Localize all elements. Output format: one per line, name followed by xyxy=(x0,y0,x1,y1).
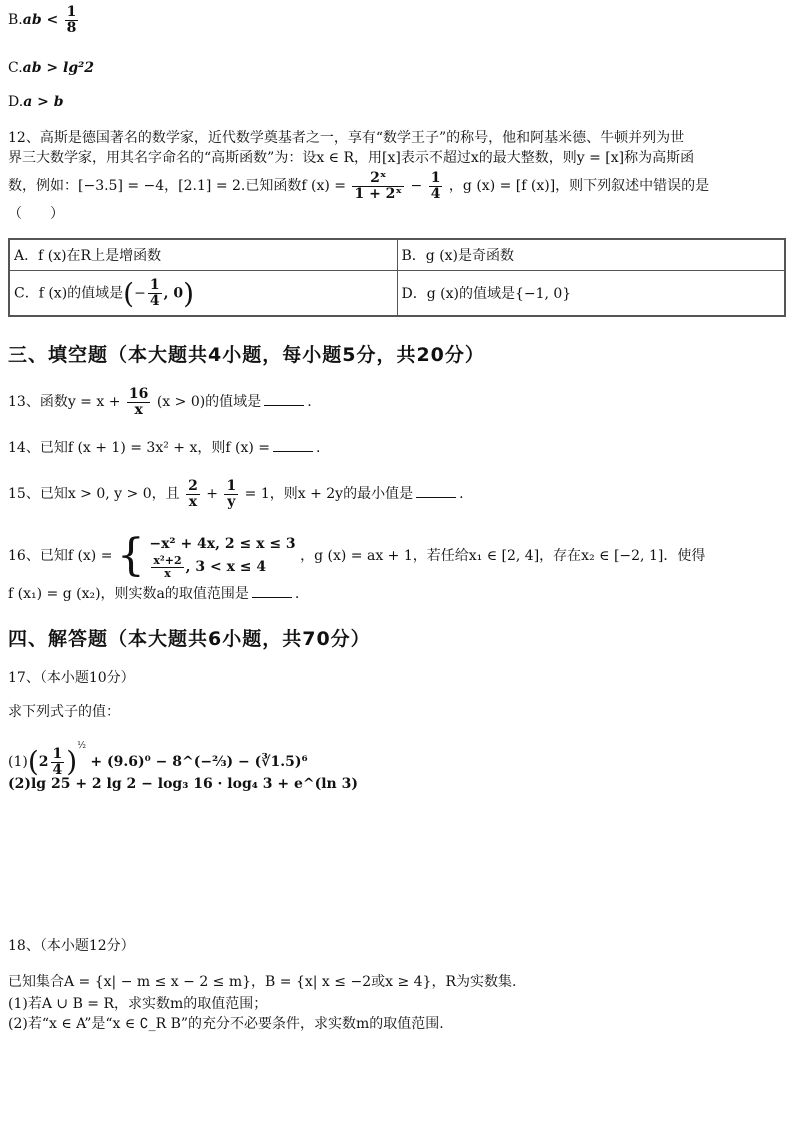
frac-num: 1 xyxy=(52,745,63,762)
fraction xyxy=(65,5,79,35)
answer-blank[interactable] xyxy=(416,485,456,498)
q11-option-d xyxy=(8,92,64,112)
q11-option-b xyxy=(8,4,80,36)
piecewise-cases xyxy=(149,533,295,579)
q17-part-2 xyxy=(8,774,358,794)
period: . xyxy=(294,586,300,602)
q15-text: 15、已知x > 0, y > 0，且 xyxy=(8,486,180,502)
option-expr: ab < xyxy=(22,12,59,28)
frac-num: 1 xyxy=(149,276,160,293)
option-label: B. xyxy=(8,12,23,28)
q12-option-c xyxy=(9,271,397,317)
period: . xyxy=(316,440,321,456)
q17-header: 17、（本小题10分） xyxy=(8,670,135,686)
period: . xyxy=(459,486,464,502)
q16-text: 16、已知f (x) = xyxy=(8,548,113,564)
frac-num: 16 xyxy=(128,385,149,402)
frac-den: x xyxy=(188,493,198,510)
fraction xyxy=(51,747,65,777)
option-text: C．f (x)的值域是 xyxy=(14,285,124,301)
frac-num: 1 xyxy=(430,169,441,186)
q12-option-b: B．g (x)是奇函数 xyxy=(397,239,785,271)
option-text: , 0 xyxy=(163,285,184,301)
fraction xyxy=(127,387,150,417)
period: . xyxy=(307,394,312,410)
q18-line-1: 已知集合A = {x| − m ≤ x − 2 ≤ m}，B = {x| x ≤ −2或x ≥ 4}，R为实数集. xyxy=(8,974,517,990)
fraction xyxy=(224,479,238,509)
q16-text: f (x₁) = g (x₂)，则实数a的取值范围是 xyxy=(8,586,249,602)
option-expr: ab > lg²2 xyxy=(22,60,94,76)
expression-rest: + (9.6)⁰ − 8^(−⅔) − (∛1.5)⁶ xyxy=(90,754,308,770)
minus-sign: − xyxy=(134,285,146,301)
section-title-fill-in: 三、填空题（本大题共4小题，每小题5分，共20分） xyxy=(8,344,485,366)
q17-part-1 xyxy=(8,724,308,778)
fraction xyxy=(186,479,200,509)
frac-den: 4 xyxy=(52,761,63,778)
q12-text: 数，例如：[−3.5] = −4，[2.1] = 2.已知函数f (x) = xyxy=(8,178,346,194)
q17-intro: 求下列式子的值： xyxy=(8,704,120,720)
q12-line-4: （ ） xyxy=(8,206,64,222)
minus-sign: − xyxy=(410,178,423,194)
frac-num: 1 xyxy=(226,477,237,494)
q18-line-2: (1)若A ∪ B = R，求实数m的取值范围； xyxy=(8,996,268,1012)
q11-option-c xyxy=(8,58,94,78)
exponent: ½ xyxy=(77,741,86,751)
q12-option-a: A．f (x)在R上是增函数 xyxy=(9,239,397,271)
q15-text: = 1，则x + 2y的最小值是 xyxy=(244,486,414,502)
frac-num: 2ˣ xyxy=(352,171,404,187)
frac-den: x xyxy=(164,566,171,580)
q16-line-1 xyxy=(8,530,705,582)
q13 xyxy=(8,382,312,422)
q14 xyxy=(8,438,320,458)
frac-den: 4 xyxy=(149,292,160,309)
q14-text: 14、已知f (x + 1) = 3x² + x，则f (x) = xyxy=(8,440,271,456)
frac-den: y xyxy=(227,493,236,510)
case-2 xyxy=(149,555,295,579)
frac-den: x xyxy=(134,401,143,418)
q16-line-2 xyxy=(8,584,299,604)
section-title-solutions: 四、解答题（本大题共6小题，共70分） xyxy=(8,628,371,650)
option-expr: a > b xyxy=(23,94,64,110)
q12-line-2: 界三大数学家，用其名字命名的“高斯函数”为：设x ∈ R，用[x]表示不超过x的最大整数，则y = [x]称为高斯函 xyxy=(8,150,695,166)
expression: (2)lg 25 + 2 lg 2 − log₃ 16 · log₄ 3 + e^(ln 3) xyxy=(8,776,358,792)
q15 xyxy=(8,474,464,514)
mixed-int: 2 xyxy=(38,754,49,770)
option-label: C. xyxy=(8,60,23,76)
left-brace: { xyxy=(116,530,145,581)
answer-blank[interactable] xyxy=(264,393,304,406)
fraction xyxy=(151,555,183,579)
q12-option-d: D．g (x)的值域是{−1, 0} xyxy=(397,271,785,317)
q16-text: ，g (x) = ax + 1，若任给x₁ ∈ [2, 4]，存在x₂ ∈ [−2, 1]．使得 xyxy=(300,548,706,564)
q13-text: (x > 0)的值域是 xyxy=(156,394,262,410)
left-paren: ( xyxy=(27,745,39,778)
q12-text: ，g (x) = [f (x)]，则下列叙述中错误的是 xyxy=(448,178,710,194)
fraction xyxy=(429,171,443,201)
q12-line-3 xyxy=(8,166,709,206)
q13-text: 13、函数y = x + xyxy=(8,394,121,410)
left-paren: ( xyxy=(123,276,135,310)
frac-num: 2 xyxy=(188,477,198,494)
part-label: (1) xyxy=(8,754,28,770)
q18-line-3: (2)若“x ∈ A”是“x ∈ ∁_R B”的充分不必要条件，求实数m的取值范围. xyxy=(8,1016,444,1032)
frac-den: 4 xyxy=(430,185,441,202)
case-2-tail: , 3 < x ≤ 4 xyxy=(185,559,267,575)
right-paren: ) xyxy=(183,276,195,310)
plus-sign: + xyxy=(206,486,218,502)
right-paren: ) xyxy=(66,745,78,778)
q12-options-table xyxy=(8,238,786,317)
fraction xyxy=(352,171,404,201)
option-label: D. xyxy=(8,94,24,110)
q12-line-1: 12、高斯是德国著名的数学家，近代数学奠基者之一，享有“数学王子”的称号，他和阿基米德、牛顿并列为世 xyxy=(8,130,685,146)
frac-den: 8 xyxy=(66,19,77,36)
answer-blank[interactable] xyxy=(273,439,313,452)
case-1: −x² + 4x, 2 ≤ x ≤ 3 xyxy=(149,535,296,552)
q18-header: 18、（本小题12分） xyxy=(8,938,135,954)
answer-blank[interactable] xyxy=(252,585,292,598)
fraction xyxy=(148,278,162,308)
frac-den: 1 + 2ˣ xyxy=(354,185,403,202)
frac-num: 1 xyxy=(66,3,77,20)
frac-num: x²+2 xyxy=(153,553,182,567)
